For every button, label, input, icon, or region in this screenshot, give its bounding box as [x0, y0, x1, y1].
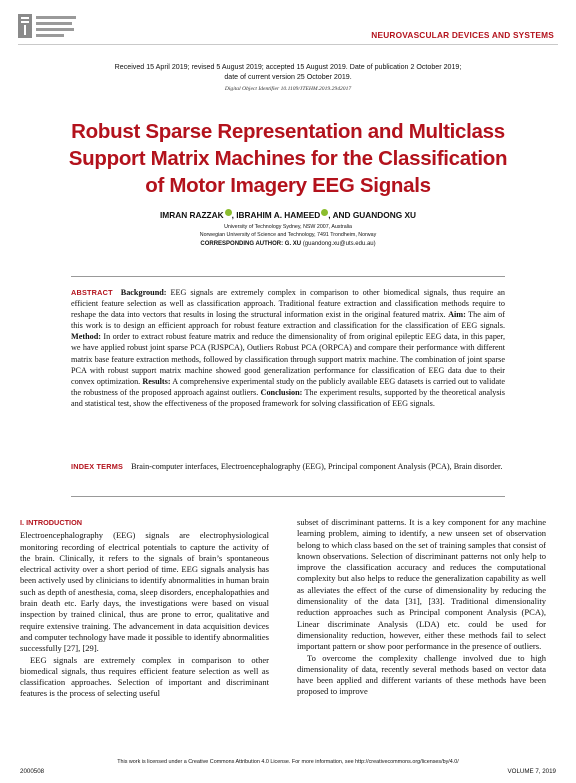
method-label: Method:: [71, 332, 102, 342]
conclusion-text: The experiment results, supported by the theoretical analysis and statistical test, show the effectiveness of the proposed framework for solving classification of EEG signals.: [71, 387, 505, 408]
journal-logo: [18, 14, 78, 44]
paragraph: Electroencephalography (EEG) signals are electrophysiological monitoring recording of electrical potentials to capture the activity of the brain. Clinically, it refers to the signals of brain’s spontaneous electrical activity over a short period of time. EEG signals analysis has been actively used by clinicians to identify abnormalities in human brain such as depth of anesthesia, coma, sleep disorders, encephalopathies and brain death etc. Early days, the investigations were based on visual inspection by trained clinical, thus are prone to error, qualitative and require extensive training. The advancement in data acquisition devices and computer technology have made it possible to identify abnormalities successfully [27], [29].: [20, 530, 269, 654]
body-right-column: [297, 517, 546, 698]
background-text: EEG signals are extremely complex in comparison to other biomedical signals, thus require an efficient feature selection as well as classification approach. Traditional feature extraction and classification methods require to reshape the data into vectors that results in losing the structural information exist in the original featured matrix.: [71, 288, 505, 320]
dates-line-2: date of current version 25 October 2019.: [224, 72, 352, 81]
title-line-3: of Motor Imagery EEG Signals: [145, 174, 431, 197]
paragraph: subset of discriminant patterns. It is a key component for any machine learning problem, aiming to identify, a new unseen set of observation belong to which class based on the set of training samples that consist of known observations. Selection of discriminant patterns not only help to improve the classification accuracy and reduces the computational complexity but also helps to reduce the generalization capability as well as alleviates the effect of the curse of dimensionality by reducing the dimensionality of the data [31], [33]. Traditional dimensionality reduction approaches such as Principal component Analysis (PCA), Linear discriminate Analysis (LDA) etc. could be used for dimensionality reduction, however, either these methods fail to select important pattern or show poor performance in the presence of outliers.: [297, 517, 546, 652]
conclusion-label: Conclusion:: [260, 387, 303, 397]
aim-label: Aim:: [448, 310, 466, 320]
abstract-bottom-rule: [71, 496, 505, 497]
paper-title: [50, 118, 526, 199]
abstract: [71, 287, 505, 409]
affiliations: [40, 224, 536, 239]
volume-label: VOLUME 7, 2019: [507, 768, 556, 775]
corresponding-author: [40, 241, 536, 247]
abstract-top-rule: [71, 276, 505, 277]
background-label: Background:: [120, 288, 167, 297]
title-line-1: Robust Sparse Representation and Multiclass: [71, 120, 505, 143]
corresponding-email[interactable]: (guandong.xu@uts.edu.au): [302, 241, 376, 247]
results-text: A comprehensive experimental study on the publicly available EEG datasets is carried out to validate the robustness of the proposed approach against outliers.: [71, 376, 505, 397]
index-terms-text: Brain-computer interfaces, Electroencephalography (EEG), Principal component Analysis (PCA), Brain disorder.: [131, 462, 503, 471]
title-line-2: Support Matrix Machines for the Classification: [68, 147, 508, 170]
section-label: NEUROVASCULAR DEVICES AND SYSTEMS: [371, 30, 554, 40]
publication-dates: [60, 63, 516, 82]
affiliation-2: Norwegian University of Science and Technology, 7491 Trondheim, Norway: [199, 231, 377, 238]
index-terms: [71, 461, 505, 472]
doi: Digital Object Identifier 10.1109/JTEHM.2019.2942017: [224, 86, 352, 92]
section-heading: I. INTRODUCTION: [20, 518, 83, 527]
aim-text: The aim of this work is to design an efficient approach for robust feature extraction and classification for the classification of EEG signals.: [71, 310, 505, 331]
author-2: , IBRAHIM A. HAMEED: [231, 210, 321, 220]
paragraph: To overcome the complexity challenge involved due to high dimensionality of data, recently several methods based on vector data have been applied and different variants of these methods have been proposed to improve: [297, 652, 546, 697]
license-notice: This work is licensed under a Creative Commons Attribution 4.0 License. For more information, see http://creativecommons.org/licenses/by/4.0/: [117, 759, 459, 765]
method-text: In order to extract robust feature matrix and reduce the dimensionality of from original epileptic EEG data, in this paper, we have applied robust joint sparse PCA (RJSPCA), Outliers Robust PCA (ORPCA) and compare their performance with different matrix base feature extraction methods, followed by classification through support matrix machine. The combination of joint sparse PCA with robust support matrix machine showed good generalization performance for classification of EEG data due to their convex optimization.: [71, 332, 505, 386]
corresponding-label: CORRESPONDING AUTHOR: G. XU: [200, 241, 302, 247]
affiliation-1: University of Technology Sydney, NSW 2007, Australia: [224, 224, 352, 230]
paragraph: EEG signals are extremely complex in comparison to other biomedical signals, thus requires efficient feature selection as well as classification approaches. Selection of important and discriminant features is the process of selecting useful: [20, 654, 269, 699]
body-left-column: [20, 517, 269, 700]
index-terms-label: INDEX TERMS: [71, 462, 124, 471]
author-3: , AND GUANDONG XU: [328, 210, 416, 220]
results-label: Results:: [142, 376, 171, 386]
header-rule: [18, 44, 558, 45]
logo-mark-icon: [18, 14, 32, 38]
article-number: 2000508: [20, 768, 45, 775]
author-list: [40, 209, 536, 220]
abstract-label: ABSTRACT: [71, 288, 113, 297]
dates-line-1: Received 15 April 2019; revised 5 August 2019; accepted 15 August 2019. Date of publication 2 October 2019;: [114, 63, 462, 71]
orcid-icon[interactable]: [225, 209, 232, 216]
author-1: IMRAN RAZZAK: [160, 210, 224, 220]
